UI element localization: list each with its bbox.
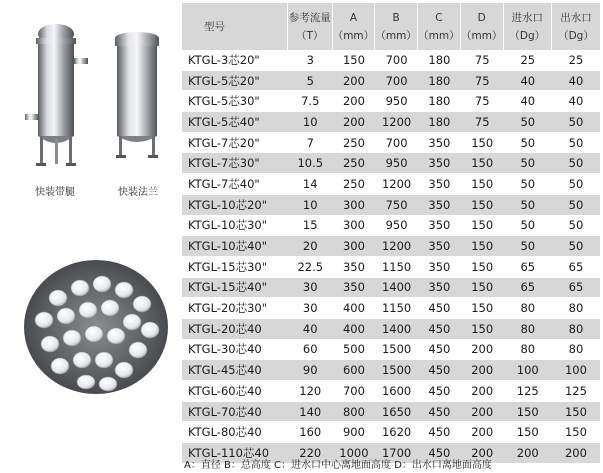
flow-cell: 10 (288, 195, 333, 216)
c-cell: 180 (418, 91, 461, 112)
inlet-cell: 125 (504, 381, 552, 402)
inlet-cell: 100 (504, 360, 552, 381)
table-row (182, 91, 600, 112)
header-label: C (435, 11, 443, 24)
header-inlet (504, 3, 552, 50)
model-cell: KTGL-5芯20" (182, 71, 288, 92)
flow-cell: 90 (288, 360, 333, 381)
a-cell: 1000 (333, 443, 375, 464)
b-cell: 1620 (375, 422, 418, 443)
flow-cell: 15 (288, 216, 333, 237)
flow-cell: 120 (288, 381, 333, 402)
b-cell: 1150 (375, 257, 418, 278)
model-cell: KTGL-7芯30" (182, 153, 288, 174)
d-cell: 200 (461, 443, 504, 464)
table-row (182, 195, 600, 216)
outlet-cell: 40 (552, 71, 600, 92)
caption-quick-install-flange: 快装法兰 (118, 187, 158, 198)
c-cell: 350 (418, 133, 461, 154)
a-cell: 600 (333, 360, 375, 381)
a-cell: 200 (333, 71, 375, 92)
header-label: 型号 (204, 20, 225, 33)
model-cell: KTGL-5芯30" (182, 91, 288, 112)
flow-cell: 7 (288, 133, 333, 154)
b-cell: 1600 (375, 381, 418, 402)
inlet-cell: 80 (504, 298, 552, 319)
table-row (182, 71, 600, 92)
outlet-cell: 150 (552, 422, 600, 443)
flow-cell: 3 (288, 50, 333, 71)
a-cell: 300 (333, 216, 375, 237)
flow-cell: 10 (288, 112, 333, 133)
header-outlet (552, 3, 600, 50)
header-a-diameter (333, 3, 375, 50)
c-cell: 180 (418, 112, 461, 133)
header-unit: （Dg） (509, 29, 546, 42)
flow-cell: 140 (288, 402, 333, 423)
model-cell: KTGL-10芯40" (182, 236, 288, 257)
model-cell: KTGL-110芯40 (182, 443, 288, 464)
c-cell: 450 (418, 319, 461, 340)
c-cell: 350 (418, 278, 461, 299)
a-cell: 400 (333, 319, 375, 340)
d-cell: 75 (461, 112, 504, 133)
header-unit: （T） (296, 29, 324, 42)
d-cell: 75 (461, 50, 504, 71)
model-cell: KTGL-60芯40 (182, 381, 288, 402)
outlet-cell: 80 (552, 340, 600, 361)
flow-cell: 160 (288, 422, 333, 443)
flow-cell: 60 (288, 340, 333, 361)
b-cell: 750 (375, 195, 418, 216)
flow-cell: 30 (288, 278, 333, 299)
d-cell: 150 (461, 319, 504, 340)
inlet-cell: 150 (504, 402, 552, 423)
b-cell: 700 (375, 133, 418, 154)
c-cell: 350 (418, 216, 461, 237)
outlet-cell: 50 (552, 174, 600, 195)
header-label: 参考流量 (288, 11, 331, 24)
table-row (182, 340, 600, 361)
outlet-cell: 50 (552, 236, 600, 257)
d-cell: 150 (461, 174, 504, 195)
b-cell: 950 (375, 91, 418, 112)
inlet-cell: 25 (504, 50, 552, 71)
b-cell: 1200 (375, 236, 418, 257)
inlet-cell: 40 (504, 71, 552, 92)
filter-housing-with-flange-image (108, 30, 166, 160)
flow-cell: 220 (288, 443, 333, 464)
model-cell: KTGL-20芯40 (182, 319, 288, 340)
a-cell: 300 (333, 236, 375, 257)
inlet-cell: 50 (504, 195, 552, 216)
header-unit: （Dg） (558, 29, 594, 42)
inlet-cell: 80 (504, 340, 552, 361)
flow-cell: 22.5 (288, 257, 333, 278)
b-cell: 1400 (375, 278, 418, 299)
header-unit: （mm） (375, 29, 417, 42)
c-cell: 450 (418, 340, 461, 361)
a-cell: 700 (333, 381, 375, 402)
table-row (182, 112, 600, 133)
b-cell: 950 (375, 153, 418, 174)
d-cell: 200 (461, 381, 504, 402)
b-cell: 700 (375, 50, 418, 71)
table-row (182, 278, 600, 299)
a-cell: 500 (333, 340, 375, 361)
flow-cell: 20 (288, 236, 333, 257)
header-unit: （mm） (460, 29, 503, 42)
c-cell: 350 (418, 195, 461, 216)
header-d-outlet-height (461, 3, 504, 50)
header-label: B (392, 11, 400, 24)
d-cell: 150 (461, 257, 504, 278)
c-cell: 350 (418, 153, 461, 174)
b-cell: 1500 (375, 340, 418, 361)
inlet-cell: 150 (504, 422, 552, 443)
c-cell: 450 (418, 402, 461, 423)
flow-cell: 7.5 (288, 91, 333, 112)
inlet-cell: 65 (504, 278, 552, 299)
outlet-cell: 40 (552, 91, 600, 112)
inlet-cell: 50 (504, 112, 552, 133)
a-cell: 200 (333, 91, 375, 112)
outlet-cell: 80 (552, 319, 600, 340)
inlet-cell: 50 (504, 236, 552, 257)
inlet-cell: 50 (504, 174, 552, 195)
model-cell: KTGL-5芯40" (182, 112, 288, 133)
outlet-cell: 50 (552, 133, 600, 154)
inlet-cell: 50 (504, 153, 552, 174)
filter-cartridges-image (22, 258, 170, 396)
d-cell: 200 (461, 402, 504, 423)
c-cell: 350 (418, 236, 461, 257)
c-cell: 180 (418, 50, 461, 71)
model-cell: KTGL-10芯30" (182, 216, 288, 237)
inlet-cell: 40 (504, 91, 552, 112)
filter-housing-with-legs-image (22, 18, 90, 168)
d-cell: 200 (461, 340, 504, 361)
table-row (182, 360, 600, 381)
c-cell: 350 (418, 174, 461, 195)
outlet-cell: 100 (552, 360, 600, 381)
table-row (182, 422, 600, 443)
a-cell: 800 (333, 402, 375, 423)
a-cell: 900 (333, 422, 375, 443)
d-cell: 150 (461, 278, 504, 299)
header-unit: （mm） (332, 29, 375, 42)
header-reference-flow (288, 3, 333, 50)
b-cell: 700 (375, 71, 418, 92)
outlet-cell: 200 (552, 443, 600, 464)
model-cell: KTGL-70芯40 (182, 402, 288, 423)
c-cell: 450 (418, 422, 461, 443)
a-cell: 250 (333, 133, 375, 154)
a-cell: 400 (333, 298, 375, 319)
a-cell: 250 (333, 174, 375, 195)
table-row (182, 133, 600, 154)
table-row (182, 50, 600, 71)
b-cell: 950 (375, 216, 418, 237)
product-images-panel (0, 0, 178, 473)
flow-cell: 14 (288, 174, 333, 195)
specification-table (182, 3, 600, 464)
table-row (182, 257, 600, 278)
header-label: A (349, 11, 358, 24)
model-cell: KTGL-20芯30" (182, 298, 288, 319)
b-cell: 1200 (375, 174, 418, 195)
b-cell: 1650 (375, 402, 418, 423)
model-cell: KTGL-3芯20" (182, 50, 288, 71)
c-cell: 350 (418, 257, 461, 278)
outlet-cell: 150 (552, 402, 600, 423)
c-cell: 450 (418, 443, 461, 464)
table-body (182, 50, 600, 464)
a-cell: 250 (333, 153, 375, 174)
inlet-cell: 65 (504, 257, 552, 278)
c-cell: 450 (418, 298, 461, 319)
header-unit: （mm） (418, 29, 460, 42)
table-row (182, 319, 600, 340)
d-cell: 150 (461, 195, 504, 216)
a-cell: 350 (333, 257, 375, 278)
header-label: D (477, 11, 486, 24)
outlet-cell: 25 (552, 50, 600, 71)
table-row (182, 402, 600, 423)
table-row (182, 381, 600, 402)
model-cell: KTGL-80芯40 (182, 422, 288, 443)
d-cell: 150 (461, 298, 504, 319)
outlet-cell: 50 (552, 195, 600, 216)
model-cell: KTGL-15芯30" (182, 257, 288, 278)
inlet-cell: 50 (504, 133, 552, 154)
outlet-cell: 65 (552, 257, 600, 278)
table-row (182, 153, 600, 174)
d-cell: 75 (461, 71, 504, 92)
c-cell: 450 (418, 381, 461, 402)
outlet-cell: 80 (552, 298, 600, 319)
d-cell: 200 (461, 360, 504, 381)
b-cell: 1700 (375, 443, 418, 464)
d-cell: 150 (461, 153, 504, 174)
model-cell: KTGL-30芯40 (182, 340, 288, 361)
b-cell: 1400 (375, 319, 418, 340)
header-model (182, 3, 288, 50)
table-row (182, 236, 600, 257)
c-cell: 450 (418, 360, 461, 381)
b-cell: 1500 (375, 360, 418, 381)
model-cell: KTGL-7芯20" (182, 133, 288, 154)
d-cell: 150 (461, 133, 504, 154)
flow-cell: 40 (288, 319, 333, 340)
model-cell: KTGL-10芯20" (182, 195, 288, 216)
inlet-cell: 80 (504, 319, 552, 340)
c-cell: 180 (418, 71, 461, 92)
model-cell: KTGL-45芯40 (182, 360, 288, 381)
outlet-cell: 50 (552, 216, 600, 237)
dimension-legend-note: A：直径 B：总高度 C：进水口中心离地面高度 D：出水口离地面高度 (184, 460, 492, 471)
table-row (182, 216, 600, 237)
outlet-cell: 50 (552, 112, 600, 133)
header-label: 出水口 (560, 11, 592, 24)
table-row (182, 298, 600, 319)
a-cell: 300 (333, 195, 375, 216)
inlet-cell: 50 (504, 216, 552, 237)
table-header-row (182, 3, 600, 50)
outlet-cell: 50 (552, 153, 600, 174)
caption-quick-install-legs: 快装带腿 (35, 187, 75, 198)
model-cell: KTGL-7芯40" (182, 174, 288, 195)
a-cell: 350 (333, 278, 375, 299)
d-cell: 75 (461, 91, 504, 112)
flow-cell: 5 (288, 71, 333, 92)
header-c-inlet-height (418, 3, 461, 50)
a-cell: 150 (333, 50, 375, 71)
table-row (182, 174, 600, 195)
a-cell: 200 (333, 112, 375, 133)
flow-cell: 30 (288, 298, 333, 319)
d-cell: 200 (461, 422, 504, 443)
model-cell: KTGL-15芯40" (182, 278, 288, 299)
outlet-cell: 125 (552, 381, 600, 402)
b-cell: 1200 (375, 112, 418, 133)
outlet-cell: 65 (552, 278, 600, 299)
flow-cell: 10.5 (288, 153, 333, 174)
b-cell: 1150 (375, 298, 418, 319)
inlet-cell: 200 (504, 443, 552, 464)
header-label: 进水口 (511, 11, 544, 24)
d-cell: 150 (461, 236, 504, 257)
header-b-height (375, 3, 418, 50)
d-cell: 150 (461, 216, 504, 237)
